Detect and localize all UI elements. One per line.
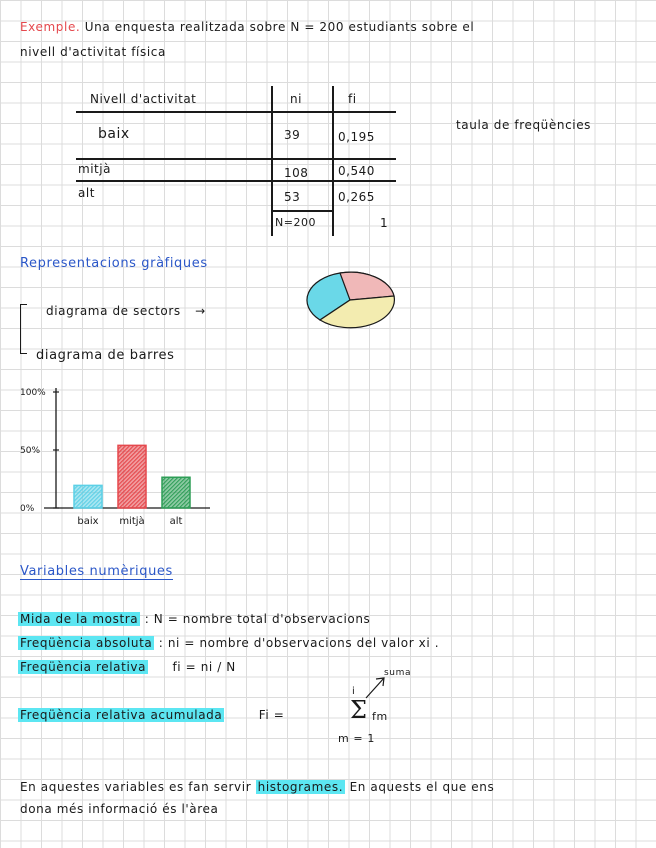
sum-body: fm bbox=[372, 710, 388, 723]
table-header-rule bbox=[76, 111, 396, 113]
def-term-cumulative: Freqüència relativa acumulada bbox=[20, 708, 223, 722]
table-row-ni: 53 bbox=[284, 190, 301, 204]
pie-label: diagrama de sectors bbox=[46, 304, 181, 318]
x-tick-label: mitjà bbox=[119, 516, 145, 527]
def-text-sample: : N = nombre total d'observacions bbox=[144, 612, 371, 626]
definition-sample-size bbox=[18, 612, 370, 626]
intro-text-2: nivell d'activitat física bbox=[20, 45, 166, 59]
numeric-heading: Variables numèriques bbox=[20, 564, 173, 579]
y-tick-label: 100% bbox=[20, 388, 46, 398]
table-header-fi: fi bbox=[348, 92, 357, 106]
table-row-rule bbox=[76, 180, 396, 182]
pie-slice-pink bbox=[340, 272, 394, 300]
def-term-absolute: Freqüència absoluta bbox=[20, 636, 153, 650]
table-total-fi: 1 bbox=[380, 216, 389, 230]
table-row-ni: 39 bbox=[284, 128, 301, 142]
closing-text-a: En aquestes variables es fan servir bbox=[20, 780, 252, 794]
table-header-ni: ni bbox=[290, 92, 302, 106]
sigma-symbol: Σ bbox=[350, 696, 367, 724]
table-row-ni: 108 bbox=[284, 166, 309, 180]
closing-line-1 bbox=[20, 780, 494, 794]
table-row-fi: 0,540 bbox=[338, 164, 375, 178]
intro-line-1 bbox=[20, 20, 474, 34]
example-label: Exemple. bbox=[20, 20, 81, 34]
def-term-sample: Mida de la mostra bbox=[20, 612, 139, 626]
table-row-label: alt bbox=[78, 186, 95, 200]
table-row-label: baix bbox=[98, 126, 130, 142]
table-note: taula de freqüències bbox=[456, 118, 592, 132]
x-tick-label: alt bbox=[169, 516, 183, 527]
graphics-item-pie bbox=[46, 304, 206, 318]
definition-absolute-frequency bbox=[18, 636, 439, 650]
bracket-mark bbox=[20, 304, 27, 354]
definition-relative-frequency bbox=[18, 660, 236, 674]
graphics-heading: Representacions gràfiques bbox=[20, 256, 208, 271]
sum-note: suma bbox=[384, 668, 412, 678]
closing-term: histogrames. bbox=[257, 780, 344, 794]
table-row-rule bbox=[76, 158, 396, 160]
def-formula-cumulative: Fi = bbox=[258, 708, 285, 722]
sum-lower-index: m = 1 bbox=[338, 732, 375, 745]
frequency-table bbox=[76, 86, 396, 236]
pie-chart bbox=[300, 268, 400, 332]
intro-text-1: Una enquesta realitzada sobre N = 200 estudiants sobre el bbox=[84, 20, 475, 34]
definition-cumulative-frequency bbox=[18, 708, 284, 722]
closing-text-2: dona més informació és l'àrea bbox=[20, 802, 219, 816]
table-divider-1 bbox=[271, 86, 273, 236]
sum-upper-index: i bbox=[352, 686, 356, 697]
table-total-rule bbox=[271, 210, 333, 212]
x-tick-label: baix bbox=[77, 516, 99, 527]
table-divider-2 bbox=[332, 86, 334, 236]
def-term-relative: Freqüència relativa bbox=[20, 660, 147, 674]
y-tick-label: 0% bbox=[20, 504, 35, 514]
bar-chart bbox=[14, 384, 214, 534]
table-header-level: Nivell d'activitat bbox=[90, 92, 197, 106]
y-tick-label: 50% bbox=[20, 446, 41, 456]
def-text-absolute: : ni = nombre d'observacions del valor xi . bbox=[158, 636, 440, 650]
arrow-right-icon: → bbox=[195, 304, 206, 318]
closing-text-c: En aquests el que ens bbox=[349, 780, 495, 794]
table-row-label: mitjà bbox=[78, 162, 111, 176]
def-formula-relative: fi = ni / N bbox=[172, 660, 236, 674]
table-total-ni: N=200 bbox=[275, 216, 316, 229]
table-row-fi: 0,195 bbox=[338, 130, 375, 144]
table-row-fi: 0,265 bbox=[338, 190, 375, 204]
graphics-item-bars: diagrama de barres bbox=[36, 348, 175, 363]
